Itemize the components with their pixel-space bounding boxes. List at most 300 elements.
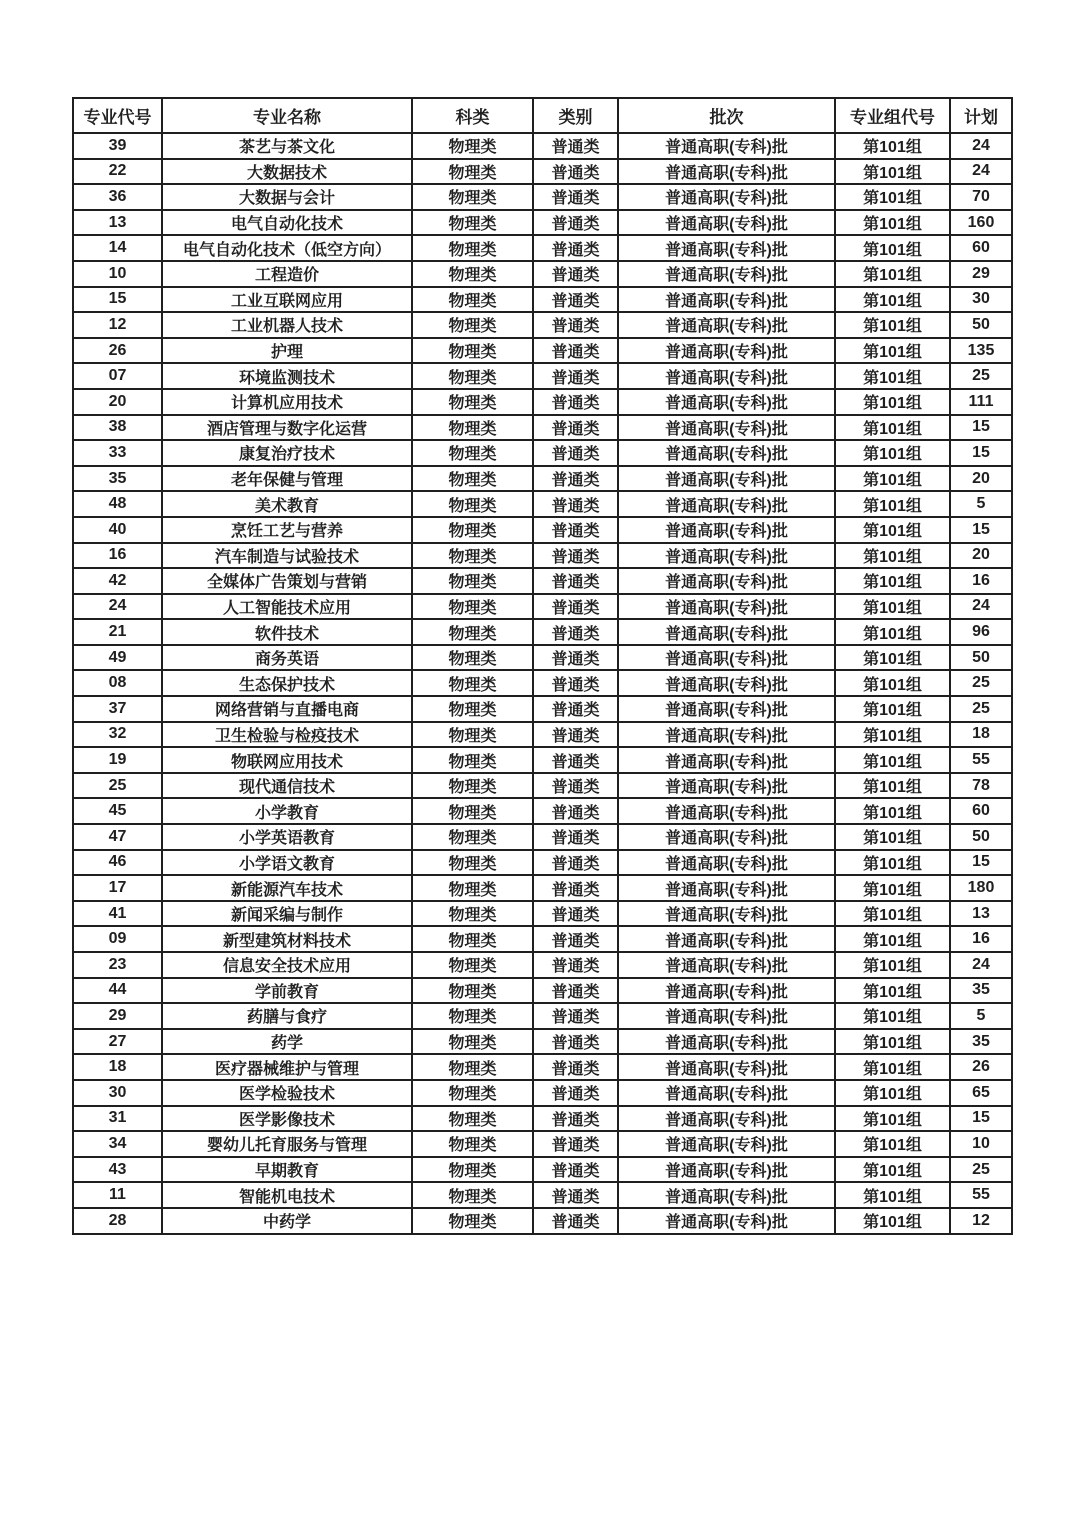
cell-major-group-code: 第101组 bbox=[835, 491, 950, 517]
cell-major-name: 信息安全技术应用 bbox=[162, 952, 412, 978]
table-row bbox=[73, 363, 1012, 389]
cell-subject-category: 物理类 bbox=[412, 363, 533, 389]
cell-subject-category: 物理类 bbox=[412, 875, 533, 901]
cell-batch: 普通高职(专科)批 bbox=[618, 696, 835, 722]
cell-batch: 普通高职(专科)批 bbox=[618, 619, 835, 645]
table-row bbox=[73, 389, 1012, 415]
cell-major-code: 35 bbox=[73, 466, 162, 492]
cell-plan-count: 13 bbox=[950, 901, 1012, 927]
cell-category: 普通类 bbox=[533, 670, 618, 696]
cell-batch: 普通高职(专科)批 bbox=[618, 210, 835, 236]
cell-major-name: 人工智能技术应用 bbox=[162, 594, 412, 620]
cell-plan-count: 15 bbox=[950, 850, 1012, 876]
cell-major-code: 43 bbox=[73, 1157, 162, 1183]
table-row bbox=[73, 466, 1012, 492]
cell-major-code: 38 bbox=[73, 415, 162, 441]
cell-category: 普通类 bbox=[533, 312, 618, 338]
cell-subject-category: 物理类 bbox=[412, 415, 533, 441]
table-row bbox=[73, 440, 1012, 466]
cell-major-group-code: 第101组 bbox=[835, 1131, 950, 1157]
cell-category: 普通类 bbox=[533, 415, 618, 441]
cell-batch: 普通高职(专科)批 bbox=[618, 850, 835, 876]
table-row bbox=[73, 133, 1012, 159]
cell-major-code: 34 bbox=[73, 1131, 162, 1157]
cell-subject-category: 物理类 bbox=[412, 210, 533, 236]
cell-subject-category: 物理类 bbox=[412, 517, 533, 543]
cell-batch: 普通高职(专科)批 bbox=[618, 466, 835, 492]
table-row bbox=[73, 338, 1012, 364]
cell-major-group-code: 第101组 bbox=[835, 696, 950, 722]
cell-category: 普通类 bbox=[533, 1029, 618, 1055]
cell-batch: 普通高职(专科)批 bbox=[618, 798, 835, 824]
table-row bbox=[73, 747, 1012, 773]
cell-subject-category: 物理类 bbox=[412, 1106, 533, 1132]
cell-subject-category: 物理类 bbox=[412, 901, 533, 927]
cell-plan-count: 24 bbox=[950, 594, 1012, 620]
cell-major-name: 工业互联网应用 bbox=[162, 287, 412, 313]
cell-plan-count: 15 bbox=[950, 1106, 1012, 1132]
cell-plan-count: 60 bbox=[950, 235, 1012, 261]
cell-major-code: 12 bbox=[73, 312, 162, 338]
cell-major-group-code: 第101组 bbox=[835, 722, 950, 748]
cell-major-group-code: 第101组 bbox=[835, 568, 950, 594]
table-row bbox=[73, 287, 1012, 313]
cell-major-group-code: 第101组 bbox=[835, 466, 950, 492]
cell-major-name: 工业机器人技术 bbox=[162, 312, 412, 338]
cell-subject-category: 物理类 bbox=[412, 287, 533, 313]
cell-subject-category: 物理类 bbox=[412, 952, 533, 978]
cell-category: 普通类 bbox=[533, 619, 618, 645]
cell-major-code: 26 bbox=[73, 338, 162, 364]
cell-category: 普通类 bbox=[533, 491, 618, 517]
cell-batch: 普通高职(专科)批 bbox=[618, 1157, 835, 1183]
cell-major-code: 36 bbox=[73, 184, 162, 210]
cell-category: 普通类 bbox=[533, 287, 618, 313]
cell-major-group-code: 第101组 bbox=[835, 1054, 950, 1080]
cell-category: 普通类 bbox=[533, 1157, 618, 1183]
cell-major-group-code: 第101组 bbox=[835, 773, 950, 799]
cell-subject-category: 物理类 bbox=[412, 543, 533, 569]
cell-plan-count: 96 bbox=[950, 619, 1012, 645]
cell-major-group-code: 第101组 bbox=[835, 389, 950, 415]
cell-major-group-code: 第101组 bbox=[835, 1157, 950, 1183]
cell-major-group-code: 第101组 bbox=[835, 594, 950, 620]
cell-batch: 普通高职(专科)批 bbox=[618, 773, 835, 799]
cell-major-code: 31 bbox=[73, 1106, 162, 1132]
cell-category: 普通类 bbox=[533, 338, 618, 364]
table-header-row bbox=[73, 98, 1012, 133]
cell-major-name: 新型建筑材料技术 bbox=[162, 926, 412, 952]
cell-plan-count: 29 bbox=[950, 261, 1012, 287]
cell-major-group-code: 第101组 bbox=[835, 670, 950, 696]
table-row bbox=[73, 1106, 1012, 1132]
cell-category: 普通类 bbox=[533, 952, 618, 978]
cell-batch: 普通高职(专科)批 bbox=[618, 1003, 835, 1029]
cell-subject-category: 物理类 bbox=[412, 594, 533, 620]
cell-category: 普通类 bbox=[533, 926, 618, 952]
cell-category: 普通类 bbox=[533, 901, 618, 927]
table-row bbox=[73, 696, 1012, 722]
table-row bbox=[73, 875, 1012, 901]
cell-major-name: 计算机应用技术 bbox=[162, 389, 412, 415]
cell-major-group-code: 第101组 bbox=[835, 415, 950, 441]
cell-major-code: 40 bbox=[73, 517, 162, 543]
cell-major-group-code: 第101组 bbox=[835, 978, 950, 1004]
cell-category: 普通类 bbox=[533, 1208, 618, 1234]
table-row bbox=[73, 798, 1012, 824]
cell-subject-category: 物理类 bbox=[412, 978, 533, 1004]
cell-major-name: 美术教育 bbox=[162, 491, 412, 517]
cell-major-name: 软件技术 bbox=[162, 619, 412, 645]
cell-major-group-code: 第101组 bbox=[835, 261, 950, 287]
cell-batch: 普通高职(专科)批 bbox=[618, 338, 835, 364]
cell-batch: 普通高职(专科)批 bbox=[618, 287, 835, 313]
cell-batch: 普通高职(专科)批 bbox=[618, 594, 835, 620]
table-row bbox=[73, 235, 1012, 261]
cell-major-name: 早期教育 bbox=[162, 1157, 412, 1183]
cell-major-code: 14 bbox=[73, 235, 162, 261]
cell-plan-count: 55 bbox=[950, 747, 1012, 773]
cell-major-code: 49 bbox=[73, 645, 162, 671]
cell-category: 普通类 bbox=[533, 773, 618, 799]
cell-plan-count: 15 bbox=[950, 440, 1012, 466]
table-row bbox=[73, 978, 1012, 1004]
cell-major-group-code: 第101组 bbox=[835, 338, 950, 364]
cell-major-name: 物联网应用技术 bbox=[162, 747, 412, 773]
column-header-major-name: 专业名称 bbox=[162, 98, 412, 133]
cell-category: 普通类 bbox=[533, 850, 618, 876]
cell-batch: 普通高职(专科)批 bbox=[618, 184, 835, 210]
cell-subject-category: 物理类 bbox=[412, 184, 533, 210]
cell-major-code: 17 bbox=[73, 875, 162, 901]
cell-plan-count: 50 bbox=[950, 312, 1012, 338]
cell-major-group-code: 第101组 bbox=[835, 1003, 950, 1029]
cell-major-group-code: 第101组 bbox=[835, 159, 950, 185]
cell-subject-category: 物理类 bbox=[412, 491, 533, 517]
cell-major-group-code: 第101组 bbox=[835, 1182, 950, 1208]
column-header-batch: 批次 bbox=[618, 98, 835, 133]
cell-batch: 普通高职(专科)批 bbox=[618, 1208, 835, 1234]
cell-major-code: 18 bbox=[73, 1054, 162, 1080]
cell-category: 普通类 bbox=[533, 824, 618, 850]
cell-major-code: 42 bbox=[73, 568, 162, 594]
cell-batch: 普通高职(专科)批 bbox=[618, 1054, 835, 1080]
cell-major-name: 老年保健与管理 bbox=[162, 466, 412, 492]
cell-subject-category: 物理类 bbox=[412, 440, 533, 466]
cell-major-name: 医学影像技术 bbox=[162, 1106, 412, 1132]
cell-major-code: 21 bbox=[73, 619, 162, 645]
table-row bbox=[73, 1003, 1012, 1029]
cell-major-name: 小学语文教育 bbox=[162, 850, 412, 876]
cell-batch: 普通高职(专科)批 bbox=[618, 568, 835, 594]
cell-subject-category: 物理类 bbox=[412, 568, 533, 594]
table-row bbox=[73, 159, 1012, 185]
cell-major-code: 46 bbox=[73, 850, 162, 876]
cell-major-group-code: 第101组 bbox=[835, 235, 950, 261]
cell-plan-count: 25 bbox=[950, 363, 1012, 389]
cell-batch: 普通高职(专科)批 bbox=[618, 824, 835, 850]
cell-major-code: 32 bbox=[73, 722, 162, 748]
cell-plan-count: 111 bbox=[950, 389, 1012, 415]
cell-major-group-code: 第101组 bbox=[835, 210, 950, 236]
cell-major-code: 25 bbox=[73, 773, 162, 799]
cell-batch: 普通高职(专科)批 bbox=[618, 1106, 835, 1132]
cell-plan-count: 15 bbox=[950, 517, 1012, 543]
cell-batch: 普通高职(专科)批 bbox=[618, 1080, 835, 1106]
cell-major-name: 卫生检验与检疫技术 bbox=[162, 722, 412, 748]
cell-subject-category: 物理类 bbox=[412, 1157, 533, 1183]
table-row bbox=[73, 1054, 1012, 1080]
cell-plan-count: 30 bbox=[950, 287, 1012, 313]
cell-batch: 普通高职(专科)批 bbox=[618, 491, 835, 517]
cell-batch: 普通高职(专科)批 bbox=[618, 517, 835, 543]
cell-category: 普通类 bbox=[533, 1182, 618, 1208]
cell-plan-count: 55 bbox=[950, 1182, 1012, 1208]
cell-major-code: 15 bbox=[73, 287, 162, 313]
cell-major-name: 医学检验技术 bbox=[162, 1080, 412, 1106]
cell-subject-category: 物理类 bbox=[412, 824, 533, 850]
cell-major-code: 29 bbox=[73, 1003, 162, 1029]
cell-major-code: 07 bbox=[73, 363, 162, 389]
table-row bbox=[73, 1029, 1012, 1055]
table-row bbox=[73, 1131, 1012, 1157]
cell-major-code: 45 bbox=[73, 798, 162, 824]
cell-category: 普通类 bbox=[533, 159, 618, 185]
cell-subject-category: 物理类 bbox=[412, 1029, 533, 1055]
cell-batch: 普通高职(专科)批 bbox=[618, 363, 835, 389]
cell-category: 普通类 bbox=[533, 363, 618, 389]
table-row bbox=[73, 670, 1012, 696]
cell-plan-count: 78 bbox=[950, 773, 1012, 799]
cell-category: 普通类 bbox=[533, 645, 618, 671]
cell-major-group-code: 第101组 bbox=[835, 1208, 950, 1234]
cell-category: 普通类 bbox=[533, 517, 618, 543]
cell-major-code: 23 bbox=[73, 952, 162, 978]
cell-major-name: 现代通信技术 bbox=[162, 773, 412, 799]
cell-major-name: 茶艺与茶文化 bbox=[162, 133, 412, 159]
cell-major-name: 婴幼儿托育服务与管理 bbox=[162, 1131, 412, 1157]
cell-plan-count: 25 bbox=[950, 1157, 1012, 1183]
cell-major-group-code: 第101组 bbox=[835, 133, 950, 159]
cell-major-group-code: 第101组 bbox=[835, 926, 950, 952]
cell-major-name: 新能源汽车技术 bbox=[162, 875, 412, 901]
cell-major-group-code: 第101组 bbox=[835, 1106, 950, 1132]
cell-major-group-code: 第101组 bbox=[835, 875, 950, 901]
cell-major-group-code: 第101组 bbox=[835, 850, 950, 876]
cell-batch: 普通高职(专科)批 bbox=[618, 875, 835, 901]
cell-plan-count: 50 bbox=[950, 645, 1012, 671]
cell-major-group-code: 第101组 bbox=[835, 824, 950, 850]
cell-plan-count: 12 bbox=[950, 1208, 1012, 1234]
cell-subject-category: 物理类 bbox=[412, 261, 533, 287]
table-row bbox=[73, 1080, 1012, 1106]
cell-major-group-code: 第101组 bbox=[835, 645, 950, 671]
cell-major-name: 商务英语 bbox=[162, 645, 412, 671]
cell-batch: 普通高职(专科)批 bbox=[618, 159, 835, 185]
cell-plan-count: 5 bbox=[950, 491, 1012, 517]
cell-plan-count: 70 bbox=[950, 184, 1012, 210]
cell-batch: 普通高职(专科)批 bbox=[618, 543, 835, 569]
cell-plan-count: 25 bbox=[950, 696, 1012, 722]
table-row bbox=[73, 517, 1012, 543]
cell-major-name: 小学教育 bbox=[162, 798, 412, 824]
cell-major-code: 47 bbox=[73, 824, 162, 850]
cell-major-name: 学前教育 bbox=[162, 978, 412, 1004]
cell-category: 普通类 bbox=[533, 1003, 618, 1029]
cell-batch: 普通高职(专科)批 bbox=[618, 978, 835, 1004]
cell-plan-count: 24 bbox=[950, 952, 1012, 978]
cell-subject-category: 物理类 bbox=[412, 1080, 533, 1106]
cell-major-name: 康复治疗技术 bbox=[162, 440, 412, 466]
table-row bbox=[73, 543, 1012, 569]
cell-major-group-code: 第101组 bbox=[835, 312, 950, 338]
table-header bbox=[73, 98, 1012, 133]
cell-plan-count: 26 bbox=[950, 1054, 1012, 1080]
table-row bbox=[73, 722, 1012, 748]
cell-plan-count: 180 bbox=[950, 875, 1012, 901]
cell-subject-category: 物理类 bbox=[412, 747, 533, 773]
cell-batch: 普通高职(专科)批 bbox=[618, 389, 835, 415]
cell-subject-category: 物理类 bbox=[412, 619, 533, 645]
table-row bbox=[73, 1208, 1012, 1234]
table-row bbox=[73, 1157, 1012, 1183]
cell-subject-category: 物理类 bbox=[412, 389, 533, 415]
cell-major-code: 19 bbox=[73, 747, 162, 773]
cell-major-code: 33 bbox=[73, 440, 162, 466]
cell-category: 普通类 bbox=[533, 696, 618, 722]
cell-major-code: 48 bbox=[73, 491, 162, 517]
table-row bbox=[73, 901, 1012, 927]
table-row bbox=[73, 645, 1012, 671]
cell-subject-category: 物理类 bbox=[412, 1003, 533, 1029]
cell-category: 普通类 bbox=[533, 543, 618, 569]
table-row bbox=[73, 952, 1012, 978]
cell-plan-count: 20 bbox=[950, 543, 1012, 569]
cell-subject-category: 物理类 bbox=[412, 722, 533, 748]
cell-major-name: 新闻采编与制作 bbox=[162, 901, 412, 927]
cell-major-name: 智能机电技术 bbox=[162, 1182, 412, 1208]
cell-category: 普通类 bbox=[533, 1131, 618, 1157]
table-row bbox=[73, 261, 1012, 287]
cell-major-group-code: 第101组 bbox=[835, 543, 950, 569]
admission-plan-table bbox=[72, 97, 1013, 1235]
column-header-subject-category: 科类 bbox=[412, 98, 533, 133]
cell-major-group-code: 第101组 bbox=[835, 363, 950, 389]
cell-major-name: 护理 bbox=[162, 338, 412, 364]
cell-major-code: 08 bbox=[73, 670, 162, 696]
cell-batch: 普通高职(专科)批 bbox=[618, 312, 835, 338]
cell-category: 普通类 bbox=[533, 184, 618, 210]
cell-batch: 普通高职(专科)批 bbox=[618, 1182, 835, 1208]
cell-batch: 普通高职(专科)批 bbox=[618, 235, 835, 261]
cell-major-name: 全媒体广告策划与营销 bbox=[162, 568, 412, 594]
cell-subject-category: 物理类 bbox=[412, 1182, 533, 1208]
cell-category: 普通类 bbox=[533, 466, 618, 492]
cell-category: 普通类 bbox=[533, 875, 618, 901]
cell-major-group-code: 第101组 bbox=[835, 184, 950, 210]
cell-plan-count: 135 bbox=[950, 338, 1012, 364]
cell-major-name: 小学英语教育 bbox=[162, 824, 412, 850]
cell-major-name: 生态保护技术 bbox=[162, 670, 412, 696]
cell-major-name: 汽车制造与试验技术 bbox=[162, 543, 412, 569]
cell-major-code: 10 bbox=[73, 261, 162, 287]
cell-batch: 普通高职(专科)批 bbox=[618, 1029, 835, 1055]
cell-major-code: 39 bbox=[73, 133, 162, 159]
cell-subject-category: 物理类 bbox=[412, 133, 533, 159]
cell-major-name: 工程造价 bbox=[162, 261, 412, 287]
cell-plan-count: 20 bbox=[950, 466, 1012, 492]
cell-category: 普通类 bbox=[533, 235, 618, 261]
cell-plan-count: 60 bbox=[950, 798, 1012, 824]
column-header-category: 类别 bbox=[533, 98, 618, 133]
cell-plan-count: 50 bbox=[950, 824, 1012, 850]
cell-major-group-code: 第101组 bbox=[835, 619, 950, 645]
cell-major-name: 大数据与会计 bbox=[162, 184, 412, 210]
cell-plan-count: 5 bbox=[950, 1003, 1012, 1029]
table-row bbox=[73, 773, 1012, 799]
cell-plan-count: 25 bbox=[950, 670, 1012, 696]
cell-batch: 普通高职(专科)批 bbox=[618, 645, 835, 671]
cell-major-code: 24 bbox=[73, 594, 162, 620]
cell-batch: 普通高职(专科)批 bbox=[618, 926, 835, 952]
cell-category: 普通类 bbox=[533, 1080, 618, 1106]
cell-batch: 普通高职(专科)批 bbox=[618, 261, 835, 287]
cell-major-group-code: 第101组 bbox=[835, 287, 950, 313]
table-row bbox=[73, 568, 1012, 594]
cell-major-code: 28 bbox=[73, 1208, 162, 1234]
cell-major-name: 烹饪工艺与营养 bbox=[162, 517, 412, 543]
column-header-major-group-code: 专业组代号 bbox=[835, 98, 950, 133]
cell-major-name: 电气自动化技术 bbox=[162, 210, 412, 236]
cell-batch: 普通高职(专科)批 bbox=[618, 747, 835, 773]
cell-major-name: 中药学 bbox=[162, 1208, 412, 1234]
table-row bbox=[73, 594, 1012, 620]
cell-plan-count: 65 bbox=[950, 1080, 1012, 1106]
cell-major-code: 41 bbox=[73, 901, 162, 927]
table-row bbox=[73, 210, 1012, 236]
cell-batch: 普通高职(专科)批 bbox=[618, 952, 835, 978]
cell-category: 普通类 bbox=[533, 389, 618, 415]
table-row bbox=[73, 184, 1012, 210]
table-body bbox=[73, 133, 1012, 1234]
cell-category: 普通类 bbox=[533, 210, 618, 236]
cell-subject-category: 物理类 bbox=[412, 159, 533, 185]
cell-subject-category: 物理类 bbox=[412, 645, 533, 671]
table-row bbox=[73, 850, 1012, 876]
cell-subject-category: 物理类 bbox=[412, 798, 533, 824]
cell-major-name: 药学 bbox=[162, 1029, 412, 1055]
column-header-major-code: 专业代号 bbox=[73, 98, 162, 133]
cell-major-code: 37 bbox=[73, 696, 162, 722]
table-row bbox=[73, 824, 1012, 850]
table-row bbox=[73, 1182, 1012, 1208]
cell-major-code: 11 bbox=[73, 1182, 162, 1208]
cell-major-name: 网络营销与直播电商 bbox=[162, 696, 412, 722]
cell-category: 普通类 bbox=[533, 722, 618, 748]
cell-category: 普通类 bbox=[533, 133, 618, 159]
cell-subject-category: 物理类 bbox=[412, 773, 533, 799]
cell-plan-count: 15 bbox=[950, 415, 1012, 441]
cell-subject-category: 物理类 bbox=[412, 1054, 533, 1080]
cell-subject-category: 物理类 bbox=[412, 1131, 533, 1157]
cell-plan-count: 16 bbox=[950, 926, 1012, 952]
cell-major-group-code: 第101组 bbox=[835, 901, 950, 927]
cell-category: 普通类 bbox=[533, 747, 618, 773]
cell-batch: 普通高职(专科)批 bbox=[618, 901, 835, 927]
cell-subject-category: 物理类 bbox=[412, 338, 533, 364]
cell-category: 普通类 bbox=[533, 1106, 618, 1132]
cell-subject-category: 物理类 bbox=[412, 466, 533, 492]
